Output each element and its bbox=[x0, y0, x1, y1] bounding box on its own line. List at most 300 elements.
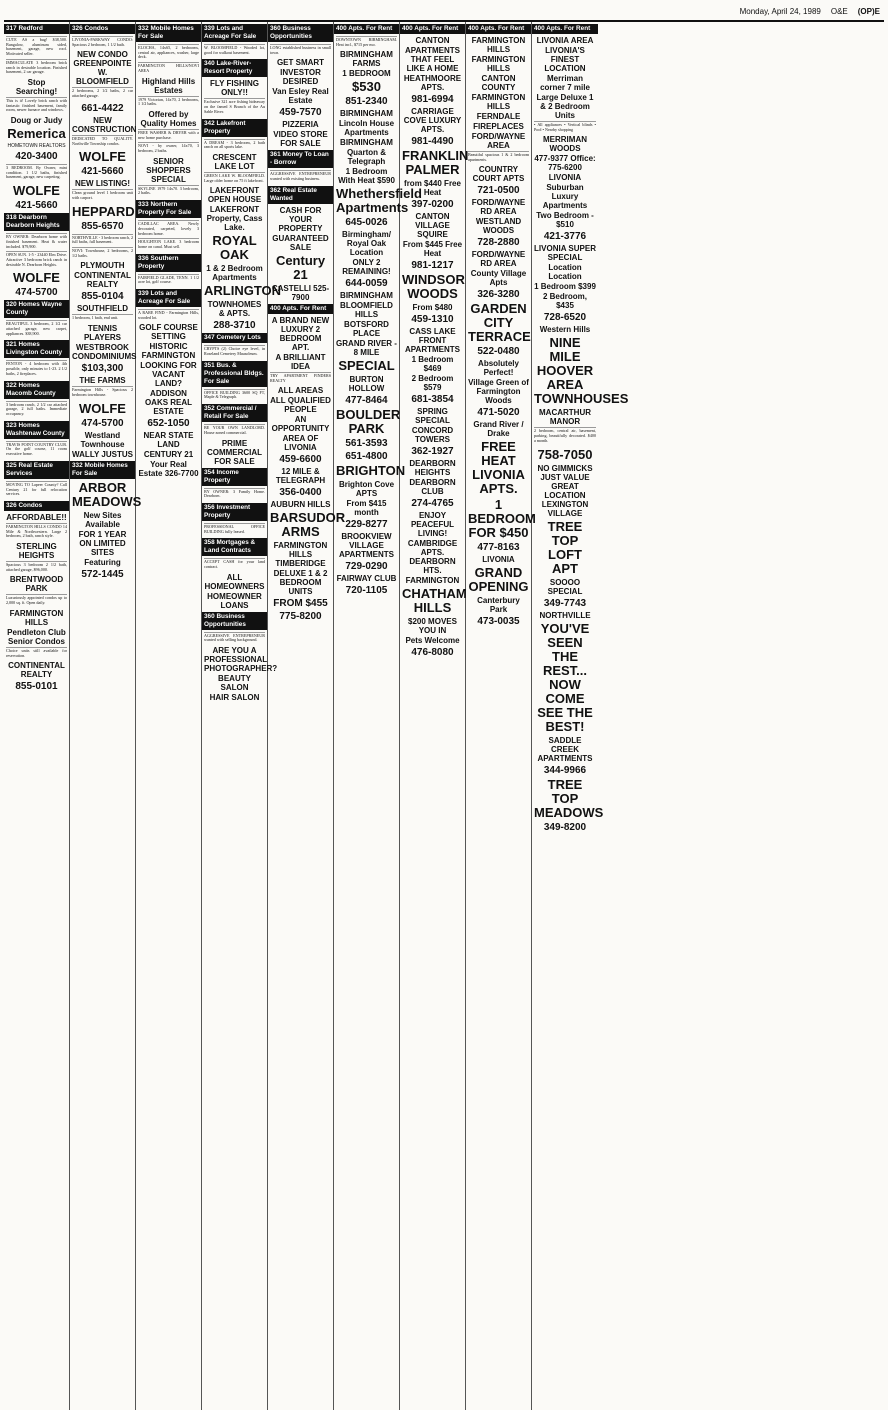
ad-phone-number: 681-3854 bbox=[411, 394, 454, 405]
section-header: 318 Dearborn Dearborn Heights bbox=[4, 213, 69, 231]
ad-body: ACCEPT CASH for your land contract. bbox=[204, 559, 265, 570]
ad-phone-number: 459-1310 bbox=[411, 314, 454, 325]
ad-headline: Featuring bbox=[84, 557, 121, 567]
ad-body: 3 BEDROOM. By Owner, mint condition. 1 1/2 baths, finished basement, garage, new carpeting. bbox=[6, 165, 67, 180]
ad-headline: LIVONIA SUPER SPECIAL bbox=[534, 244, 596, 263]
ad-headline: BRENTWOOD PARK bbox=[9, 575, 64, 594]
ad-headline: CASTELLI 525-7900 bbox=[271, 283, 330, 302]
ad-headline: ROYAL OAK bbox=[212, 233, 257, 263]
classified-ad-text bbox=[468, 151, 529, 164]
classified-ad-text bbox=[204, 98, 265, 116]
classified-ad-text bbox=[6, 36, 67, 59]
ad-headline: Suburban Luxury Apartments bbox=[542, 183, 588, 211]
ad-phone-number: 855-0101 bbox=[15, 681, 58, 693]
ad-phone-number: 851-2340 bbox=[345, 96, 388, 108]
section-header: 354 Income Property bbox=[202, 468, 267, 486]
ad-headline: Quarton & Telegraph bbox=[346, 148, 387, 167]
ad-body: Beautiful spacious 1 & 2 bedroom apartments. bbox=[468, 152, 529, 162]
ad-body: GREEN LAKE W. BLOOMFIELD. Large older home on 75 ft lakefront. bbox=[204, 172, 265, 183]
classified-ad-text bbox=[270, 170, 331, 183]
ad-body: LONG established business in small town. bbox=[270, 45, 331, 55]
ad-headline: BLOOMFIELD HILLS bbox=[340, 301, 393, 320]
ad-body: SKYLINE 1979 14x70. 3 bedroom, 2 baths. bbox=[138, 185, 199, 196]
ad-headline: Location Location bbox=[548, 263, 582, 282]
ad-headline: LAKEFRONT OPEN HOUSE bbox=[207, 186, 262, 205]
ad-body: This is it! Lovely brick ranch with fantastic finished basement, family room, newer furnace and windows. bbox=[6, 97, 67, 113]
ad-headline: BROOKVIEW VILLAGE APARTMENTS bbox=[339, 532, 394, 560]
classified-ad-text bbox=[138, 309, 199, 322]
ad-phone-number: 356-0400 bbox=[279, 487, 322, 499]
classified-ad-text bbox=[138, 274, 199, 287]
ad-headline: GRAND RIVER - 8 MILE bbox=[336, 339, 397, 358]
ad-phone-number: 728-2880 bbox=[477, 237, 520, 249]
ad-body: A RARE FIND - Farmington Hills, wooded lot. bbox=[138, 310, 199, 320]
section-header: 400 Apts. For Rent bbox=[400, 24, 465, 34]
ad-body: NOVI - by owner, 14x70, 3 bedroom, 2 baths. bbox=[138, 143, 199, 154]
ad-headline: FORD/WAYNE RD AREA bbox=[471, 250, 526, 269]
ad-body: CADILLAC AREA. Newly decorated, carpeted, lovely 3 bedroom home. bbox=[138, 221, 199, 236]
ad-headline: BRIGHTON bbox=[336, 463, 406, 479]
classified-ad-text bbox=[6, 441, 67, 459]
ad-headline: LIVONIA'S FINEST LOCATION bbox=[544, 46, 586, 73]
classified-ad-text bbox=[204, 523, 265, 536]
ad-phone-number: 661-4422 bbox=[81, 102, 124, 114]
classified-columns bbox=[4, 22, 884, 1410]
ad-body: FAIRFIELD GLADE, TENN. 1 1/2 acre lot, golf course. bbox=[138, 274, 199, 285]
ad-headline: SPRING SPECIAL bbox=[415, 407, 450, 425]
ad-headline: WESTLAND WOODS bbox=[475, 217, 522, 236]
ad-headline: NORTHVILLE bbox=[539, 610, 591, 620]
ad-headline: BEAUTY SALON bbox=[218, 674, 251, 693]
classified-ad-text bbox=[6, 233, 67, 251]
ad-body: FREE WASHER & DRYER with a new home purchase. bbox=[138, 129, 199, 140]
ad-headline: WOLFE bbox=[13, 270, 60, 286]
ad-headline: $200 MOVES YOU IN bbox=[408, 617, 457, 635]
classified-ad-text bbox=[204, 139, 265, 152]
paper-name: O&E bbox=[830, 6, 848, 16]
section-header: 360 Business Opportunities bbox=[202, 612, 267, 630]
ad-body: Choice units still available for reservation. bbox=[6, 647, 67, 658]
classified-ad-text bbox=[204, 389, 265, 402]
ad-headline: ONLY 2 REMAINING! bbox=[342, 258, 391, 277]
ad-headline: WOLFE bbox=[79, 400, 126, 416]
ad-phone-number: 652-1050 bbox=[147, 418, 190, 430]
ad-phone-number: 644-0059 bbox=[345, 278, 388, 290]
ad-body: MOVING TO Lapeer County? Call Century 21 for full relocation services. bbox=[6, 481, 67, 497]
ad-headline: FREE HEAT LIVONIA APTS. bbox=[472, 439, 525, 497]
ad-phone-number: 561-3593 bbox=[345, 438, 388, 450]
ad-phone-number: 274-4765 bbox=[411, 498, 454, 509]
classified-column bbox=[202, 22, 282, 1410]
classified-column bbox=[268, 22, 346, 1410]
classified-ad-text bbox=[6, 251, 67, 269]
classified-column bbox=[4, 22, 70, 1410]
section-header: 326 Condos bbox=[4, 501, 69, 511]
section-header: 321 Homes Livingston County bbox=[4, 340, 69, 358]
section-header: 320 Homes Wayne County bbox=[4, 300, 69, 318]
classified-ad-text bbox=[6, 561, 67, 574]
section-header: 326 Condos bbox=[70, 24, 135, 34]
ad-headline: Grand River / Drake bbox=[473, 420, 524, 439]
ad-headline: CASH FOR YOUR PROPERTY bbox=[278, 205, 323, 233]
ad-headline: Birmingham/ Royal Oak Location bbox=[342, 230, 391, 258]
section-header: 360 Business Opportunities bbox=[268, 24, 333, 42]
ad-headline: Offered by Quality Homes bbox=[140, 109, 197, 128]
ad-phone-number: 471-5020 bbox=[477, 407, 520, 419]
ad-headline: FARMINGTON HILLS bbox=[471, 36, 526, 54]
ad-headline: ENJOY PEACEFUL LIVING! bbox=[410, 511, 455, 538]
ad-body: BE YOUR OWN LANDLORD. House zoned commercial. bbox=[204, 425, 265, 435]
ad-headline: CANTON bbox=[415, 36, 450, 45]
ad-body: BY OWNER: Dearborn home with finished basement. Heat & water included. $79,900. bbox=[6, 234, 67, 249]
ad-headline: Doug or Judy bbox=[10, 116, 63, 126]
classified-ad-text bbox=[138, 220, 199, 238]
ad-headline: LIVONIA AREA bbox=[536, 36, 594, 45]
ad-body: ELOCHA, 14x65, 2 bedrooms, central air, appliances, washer, large deck. bbox=[138, 45, 199, 60]
ad-headline: BOULDER PARK bbox=[336, 407, 401, 437]
ad-headline: AREA OF LIVONIA bbox=[282, 434, 319, 453]
ad-body: IMMACULATE 3 bedroom brick ranch in desirable location. Finished basement, 2 car garage. bbox=[6, 59, 67, 75]
ad-headline: Canterbury Park bbox=[477, 596, 520, 615]
classified-ad-text bbox=[72, 247, 133, 260]
ad-headline: VIDEO STORE FOR SALE bbox=[273, 130, 328, 149]
classified-ad-text bbox=[270, 44, 331, 57]
ad-phone-number: 477-8464 bbox=[345, 395, 388, 407]
section-header: 325 Real Estate Services bbox=[4, 461, 69, 479]
ad-headline: Village Green of Farmington Woods bbox=[468, 378, 529, 406]
classified-ad-text bbox=[6, 523, 67, 541]
classified-ad-text bbox=[204, 345, 265, 358]
ad-body: 1979 Victorian, 14x70, 2 bedrooms, 1 1/2 baths. bbox=[138, 96, 199, 107]
ad-headline: Your Real Estate 326-7700 bbox=[138, 460, 199, 479]
section-header: 356 Investment Property bbox=[202, 503, 267, 521]
ad-phone-number: 721-0500 bbox=[477, 185, 520, 197]
section-header: 339 Lots and Acreage For Sale bbox=[136, 289, 201, 307]
ad-headline: MACARTHUR MANOR bbox=[539, 408, 591, 427]
ad-body: BY OWNER: 3 Family Home. Dearborn. bbox=[204, 488, 265, 499]
ad-headline: FLY FISHING ONLY!! bbox=[210, 79, 259, 98]
section-header: 339 Lots and Acreage For Sale bbox=[202, 24, 267, 42]
ad-body: FENTON - 4 bedroom with 4th possible, only minutes to 1-23. 2 1/2 baths, 2 fireplaces. bbox=[6, 361, 67, 376]
ad-phone-number: 473-0035 bbox=[477, 616, 520, 628]
ad-body: FARMINGTON HILLS CONDO 14 Mile & Northwestern. Large 2 bedroom, 2 bath, ranch style. bbox=[6, 523, 67, 539]
section-header: 400 Apts. For Rent bbox=[334, 24, 399, 34]
ad-headline: Pendleton Club Senior Condos bbox=[7, 627, 66, 646]
ad-headline: A BRAND NEW LUXURY 2 BEDROOM APT. bbox=[271, 315, 330, 352]
ad-phone-number: 729-0290 bbox=[345, 561, 388, 573]
classified-column bbox=[532, 22, 629, 1410]
ad-headline: DEARBORN HEIGHTS bbox=[409, 459, 456, 477]
classified-ad-text bbox=[6, 97, 67, 115]
classified-ad-text bbox=[72, 189, 133, 202]
ad-headline: SPECIAL bbox=[338, 358, 395, 374]
ad-body: • All appliances • Vertical blinds • Pool • Nearby shopping bbox=[534, 122, 596, 132]
classified-column bbox=[334, 22, 422, 1410]
ad-body: DOWNTOWN BIRMINGHAM. Heat incl., $715 per mo. bbox=[336, 37, 397, 47]
classified-ad-text bbox=[204, 488, 265, 501]
ad-body: NORTHVILLE - 3 bedroom ranch, 2 full baths, full basement. bbox=[72, 234, 133, 245]
ad-body: Exclusive 321 acre fishing hideaway on the famed S Branch of the Au Sable River. bbox=[204, 99, 265, 114]
ad-phone-number: 397-0200 bbox=[411, 199, 454, 210]
ad-body: CUTE AS a bug! $38,500. Bungalow, aluminum sided, basement, garage, new roof. Motivated seller. bbox=[6, 37, 67, 57]
classified-column bbox=[400, 22, 469, 1410]
ad-headline: WALLY JUSTUS bbox=[72, 449, 133, 459]
section-header: 317 Redford bbox=[4, 24, 69, 34]
ad-headline: GUARANTEED SALE bbox=[272, 233, 329, 252]
ad-phone-number: 572-1445 bbox=[81, 568, 124, 580]
ad-headline: NO GIMMICKS JUST VALUE GREAT LOCATION LEXINGTON VILLAGE bbox=[537, 463, 593, 518]
classified-column bbox=[466, 22, 536, 1410]
ad-headline: STERLING HEIGHTS bbox=[16, 542, 57, 561]
ad-headline: ALL QUALIFIED PEOPLE bbox=[270, 396, 331, 415]
classified-ad-text bbox=[204, 44, 265, 57]
ad-headline: Remerica bbox=[7, 126, 66, 142]
ad-headline: 1 BEDROOM FOR $450 bbox=[468, 497, 536, 541]
ad-headline: 477-9377 Office: 775-6200 bbox=[534, 154, 596, 173]
ad-body: 2 bedrooms, 2 1/2 baths, 2 car attached garage. bbox=[72, 88, 133, 99]
ad-headline: HOMEOWNER LOANS bbox=[207, 591, 262, 610]
ad-headline: LIVONIA bbox=[482, 555, 515, 565]
ad-headline: LIVONIA bbox=[548, 173, 582, 183]
ad-headline: from $440 Free Heat bbox=[404, 179, 461, 197]
section-header: 333 Northern Property For Sale bbox=[136, 200, 201, 218]
ad-phone-number: 981-1217 bbox=[411, 260, 454, 271]
ad-phone-number: 344-9966 bbox=[543, 764, 587, 776]
classified-ad-text bbox=[138, 142, 199, 155]
ad-phone-number: FROM $455 bbox=[273, 598, 328, 610]
ad-headline: 1 Bedroom $399 bbox=[534, 282, 596, 292]
ad-headline: CONCORD TOWERS bbox=[411, 426, 454, 444]
section-header: 332 Mobile Homes For Sale bbox=[70, 461, 135, 479]
ad-headline: YOU'VE SEEN THE REST... NOW COME SEE THE BEST! bbox=[537, 620, 593, 734]
ad-headline: PRIME COMMERCIAL FOR SALE bbox=[206, 438, 263, 466]
ad-headline: 1 Bedroom With Heat $590 bbox=[338, 167, 395, 186]
classified-ad-text bbox=[6, 59, 67, 77]
classified-ad-text bbox=[534, 121, 596, 134]
ad-headline: WOLFE bbox=[79, 149, 126, 165]
ad-phone-number: 645-0026 bbox=[345, 217, 388, 229]
ad-headline: FARMINGTON HILLS TIMBERIDGE bbox=[273, 541, 328, 569]
ad-headline: Van Esley Real Estate bbox=[272, 87, 329, 106]
ad-body: TRAVIS POINT COUNTRY CLUB. On the golf course, 11 room executive home. bbox=[6, 441, 67, 457]
ad-headline: FIREPLACES bbox=[473, 122, 524, 131]
ad-headline: HEATHMOORE APTS. bbox=[403, 74, 462, 92]
ad-headline: WESTBROOK CONDOMINIUMS bbox=[72, 343, 137, 362]
ad-phone-number: 326-3280 bbox=[477, 289, 520, 301]
ad-headline: AN OPPORTUNITY bbox=[271, 415, 330, 434]
page-date: Monday, April 24, 1989 bbox=[739, 6, 821, 16]
ad-phone-number: 476-8080 bbox=[411, 647, 454, 658]
classified-ad-text bbox=[6, 594, 67, 607]
ad-headline: BIRMINGHAM bbox=[340, 291, 393, 301]
ad-headline: APARTMENTS THAT FEEL LIKE A HOME bbox=[405, 46, 460, 73]
classified-ad-text bbox=[204, 424, 265, 437]
section-header: 361 Money To Loan - Borrow bbox=[268, 150, 333, 168]
ad-phone-number: 362-1927 bbox=[411, 446, 454, 457]
ad-body: 1 bedroom, 1 bath, end unit. bbox=[72, 315, 119, 321]
classified-ad-text bbox=[204, 172, 265, 185]
ad-headline: DELUXE 1 & 2 BEDROOM UNITS bbox=[273, 569, 328, 597]
ad-headline: NEW LISTING! bbox=[74, 179, 131, 189]
ad-headline: TREE TOP MEADOWS bbox=[534, 776, 604, 820]
ad-phone-number: 349-7743 bbox=[543, 597, 587, 609]
ad-headline: Brighton Cove APTS bbox=[338, 480, 395, 499]
ad-phone-number: 981-6994 bbox=[411, 94, 454, 105]
ad-headline: FARMINGTON HILLS bbox=[471, 93, 526, 111]
ad-headline: CHATHAM HILLS bbox=[402, 586, 467, 615]
page-number: (OP)E bbox=[857, 6, 880, 16]
classified-column bbox=[136, 22, 202, 1410]
ad-body: PROFESSIONAL OFFICE BUILDING fully leased. bbox=[204, 523, 265, 534]
section-header: 323 Homes Washtenaw County bbox=[4, 421, 69, 439]
ad-body: 3 bedroom ranch, 2 1/2 car attached garage, 2 full baths. Immediate occupancy. bbox=[6, 401, 67, 416]
classified-ad-text bbox=[138, 185, 199, 198]
ad-headline: CAMBRIDGE APTS. DEARBORN HTS. bbox=[407, 539, 458, 575]
ad-phone-number: 775-8200 bbox=[279, 611, 322, 623]
ad-phone-number: 421-3776 bbox=[543, 231, 587, 243]
section-header: 400 Apts. For Rent bbox=[466, 24, 531, 34]
ad-phone-number: 522-0480 bbox=[477, 346, 520, 358]
ad-phone-number: 855-6570 bbox=[81, 220, 124, 232]
ad-headline: NINE MILE HOOVER AREA TOWNHOUSES bbox=[534, 335, 629, 407]
ad-headline: FARMINGTON bbox=[405, 576, 460, 585]
ad-headline: 12 MILE & TELEGRAPH bbox=[275, 467, 326, 486]
ad-phone-number: 288-3710 bbox=[213, 320, 256, 332]
ad-phone-number: 651-4800 bbox=[345, 451, 388, 463]
ad-headline: 1 BEDROOM bbox=[342, 69, 391, 79]
ad-headline: CANTON COUNTY bbox=[481, 74, 516, 92]
ad-body: NOVI: Townhouse, 2 bedrooms, 2 1/2 baths. bbox=[72, 248, 133, 258]
section-header: 336 Southern Property bbox=[136, 254, 201, 272]
section-header: 400 Apts. For Rent bbox=[268, 304, 333, 314]
classified-ad-text bbox=[336, 36, 397, 49]
ad-headline: FERNDALE bbox=[476, 112, 521, 121]
ad-headline: INVESTOR DESIRED bbox=[280, 68, 321, 87]
ad-headline: County Village Apts bbox=[470, 269, 527, 288]
ad-body: A DREAM - 3 bedroom, 2 bath ranch on all sports lake. bbox=[204, 139, 265, 150]
ad-headline: 2 Bedroom $579 bbox=[411, 374, 454, 392]
ad-headline: FORD/WAYNE RD AREA bbox=[471, 198, 526, 217]
ad-headline: BURTON HOLLOW bbox=[348, 375, 385, 394]
section-header: 342 Lakefront Property bbox=[202, 119, 267, 137]
classified-ad-text bbox=[72, 36, 133, 49]
ad-headline: 758-7050 bbox=[537, 446, 593, 462]
ad-headline: FRANKLIN PALMER bbox=[402, 148, 469, 177]
ad-headline: TREE TOP LOFT APT bbox=[547, 518, 583, 576]
ad-phone-number: 474-5700 bbox=[15, 287, 58, 299]
ad-headline: Western Hills bbox=[539, 325, 591, 335]
classified-ad-text bbox=[72, 135, 133, 148]
section-header: 351 Bus. & Professional Bldgs. For Sale bbox=[202, 361, 267, 387]
ad-headline: SOUTHFIELD bbox=[76, 304, 129, 314]
ad-headline: MERRIMAN WOODS bbox=[543, 135, 587, 154]
ad-headline: ARE YOU A PROFESSIONAL PHOTOGRAPHER? bbox=[204, 646, 278, 674]
ad-phone-number: 420-3400 bbox=[15, 151, 58, 163]
ad-headline: Westland Townhouse bbox=[80, 430, 125, 449]
ad-body: Clean ground level 1 bedroom unit with carport. bbox=[72, 190, 133, 200]
ad-phone-number: 459-6600 bbox=[279, 454, 322, 466]
ad-phone-number: 229-8277 bbox=[345, 519, 388, 531]
ad-headline: HEPPARD bbox=[72, 203, 135, 219]
ad-phone-number: 349-8200 bbox=[543, 821, 587, 833]
classified-ad-text bbox=[72, 314, 133, 323]
section-header: 332 Mobile Homes For Sale bbox=[136, 24, 201, 42]
ad-headline: Whethersfield Apartments bbox=[336, 186, 422, 216]
ad-headline: FAIRWAY CLUB bbox=[336, 574, 397, 584]
ad-headline: 2 Bedroom, $435 bbox=[542, 292, 587, 311]
classified-ad-text bbox=[204, 558, 265, 571]
ad-headline: AFFORDABLE!! bbox=[6, 512, 67, 522]
ad-headline: ADDISON OAKS REAL ESTATE bbox=[144, 389, 193, 417]
ad-headline: CRESCENT LAKE LOT bbox=[212, 152, 257, 171]
ad-phone-number: 855-0104 bbox=[81, 291, 124, 303]
section-header: 340 Lake-River-Resort Property bbox=[202, 59, 267, 77]
ad-headline: CASS LAKE FRONT APARTMENTS bbox=[405, 327, 460, 354]
ad-phone-number: 421-5660 bbox=[15, 200, 58, 212]
masthead bbox=[4, 4, 884, 22]
classified-column bbox=[70, 22, 142, 1410]
ad-headline: FARMINGTON HILLS bbox=[471, 55, 526, 73]
ad-body: DEDICATED TO QUALITY. Northville Township condos. bbox=[72, 135, 133, 146]
ad-headline: CONTINENTAL REALTY bbox=[8, 661, 65, 680]
ad-phone-number: 474-5700 bbox=[81, 417, 124, 429]
ad-headline: NEW CONDO GREENPOINTE W. BLOOMFIELD bbox=[73, 50, 132, 87]
ad-headline: Merriman corner 7 mile bbox=[540, 74, 590, 92]
classified-ad-text bbox=[6, 647, 67, 660]
ad-headline: NEAR STATE LAND bbox=[143, 431, 194, 450]
ad-headline: Century 21 bbox=[275, 252, 326, 282]
ad-headline: CARRIAGE COVE LUXURY APTS. bbox=[403, 107, 462, 134]
ad-body: Spacious 3 bedroom 2 1/2 bath, attached garage, $96,000. bbox=[6, 562, 67, 572]
section-header: 347 Cemetery Lots bbox=[202, 333, 267, 343]
ad-headline: WOLFE bbox=[13, 183, 60, 199]
ad-headline: NEW CONSTRUCTION bbox=[72, 115, 137, 134]
ad-headline: LAKEFRONT Property, Cass Lake. bbox=[206, 205, 263, 233]
classified-ad-text bbox=[72, 87, 133, 100]
classified-ad-text bbox=[204, 632, 265, 645]
ad-headline: BARSUDOR ARMS bbox=[270, 510, 346, 540]
ad-headline: FORD/WAYNE AREA bbox=[471, 132, 526, 150]
ad-headline: BOTSFORD PLACE bbox=[344, 320, 389, 339]
section-header: 362 Real Estate Wanted bbox=[268, 186, 333, 204]
ad-headline: CENTURY 21 bbox=[143, 450, 194, 460]
classified-ad-text bbox=[72, 386, 133, 399]
ad-headline: Pets Welcome bbox=[405, 636, 460, 645]
ad-phone-number: 981-4490 bbox=[411, 136, 454, 147]
classified-ad-text bbox=[72, 234, 133, 247]
ad-phone-number: 720-1105 bbox=[345, 585, 388, 597]
classified-ad-text bbox=[6, 164, 67, 182]
ad-headline: FARMINGTON HILLS bbox=[9, 608, 64, 627]
ad-headline: BIRMINGHAM bbox=[340, 109, 393, 119]
ad-body: Luxuriously appointed condos up to 2,000 sq. ft. Open daily. bbox=[6, 595, 67, 606]
ad-phone-number: 421-5660 bbox=[81, 166, 124, 178]
ad-body: AGGRESSIVE ENTREPRENEUR wanted with selling background. bbox=[204, 632, 265, 643]
ad-headline: PLYMOUTH bbox=[80, 261, 125, 271]
ad-headline: Absolutely Perfect! bbox=[478, 359, 519, 378]
ad-headline: ARLINGTON bbox=[204, 283, 282, 299]
ad-headline: BIRMINGHAM FARMS bbox=[340, 50, 393, 69]
section-header: 400 Apts. For Rent bbox=[532, 24, 598, 34]
ad-headline: HAIR SALON bbox=[209, 693, 260, 703]
ad-headline: GOLF COURSE SETTING bbox=[139, 323, 198, 342]
ad-headline: DEARBORN CLUB bbox=[409, 478, 456, 496]
ad-headline: ALL AREAS bbox=[277, 386, 324, 396]
ad-phone-number: 728-6520 bbox=[543, 312, 587, 324]
ad-headline: AUBURN HILLS bbox=[270, 500, 331, 510]
classified-ad-text bbox=[138, 44, 199, 62]
ad-headline: LOOKING FOR VACANT LAND? bbox=[140, 361, 197, 389]
